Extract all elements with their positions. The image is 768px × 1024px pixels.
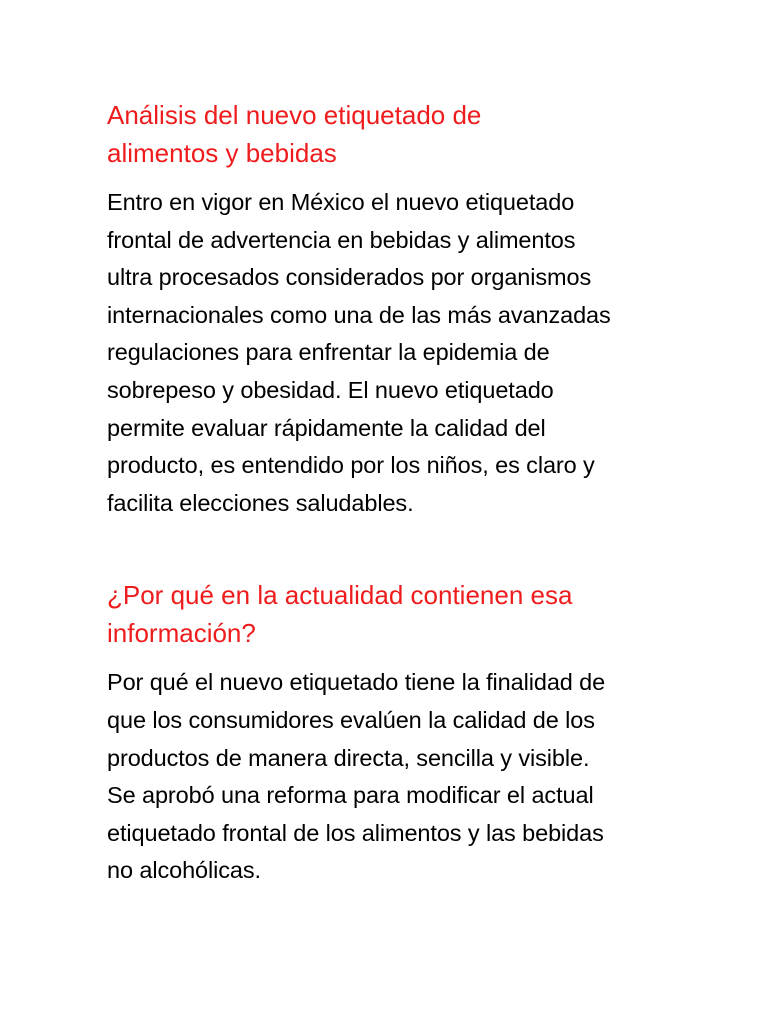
paragraph-line: ultra procesados considerados por organismos [107, 264, 592, 291]
paragraph-line: internacionales como una de las más avanzadas [107, 301, 611, 328]
heading-line: ¿Por qué en la actualidad contienen esa [107, 580, 573, 611]
paragraph-line: Se aprobó una reforma para modificar el actual [107, 782, 594, 809]
heading-line: información? [107, 618, 256, 649]
section-paragraph-por-que [107, 664, 667, 890]
section-heading-analisis [107, 96, 667, 172]
paragraph-line: permite evaluar rápidamente la calidad del [107, 414, 546, 441]
paragraph-line: que los consumidores evalúen la calidad de los [107, 706, 595, 733]
paragraph-line: regulaciones para enfrentar la epidemia de [107, 339, 550, 366]
paragraph-line: Entro en vigor en México el nuevo etiquetado [107, 189, 575, 215]
heading-line: alimentos y bebidas [107, 138, 337, 168]
paragraph-line: productos de manera directa, sencilla y visible. [107, 744, 590, 771]
paragraph-line: etiquetado frontal de los alimentos y las bebidas [107, 819, 604, 846]
document-page [107, 96, 667, 890]
paragraph-line: frontal de advertencia en bebidas y alimentos [107, 226, 576, 253]
section-paragraph-analisis [107, 184, 667, 522]
paragraph-line: sobrepeso y obesidad. El nuevo etiquetado [107, 376, 554, 403]
paragraph-line: producto, es entendido por los niños, es claro y [107, 452, 595, 479]
section-heading-por-que [107, 576, 667, 652]
heading-line: Análisis del nuevo etiquetado de [107, 100, 482, 130]
paragraph-line: facilita elecciones saludables. [107, 489, 414, 516]
paragraph-line: no alcohólicas. [107, 857, 261, 884]
paragraph-line: Por qué el nuevo etiquetado tiene la finalidad de [107, 669, 606, 696]
